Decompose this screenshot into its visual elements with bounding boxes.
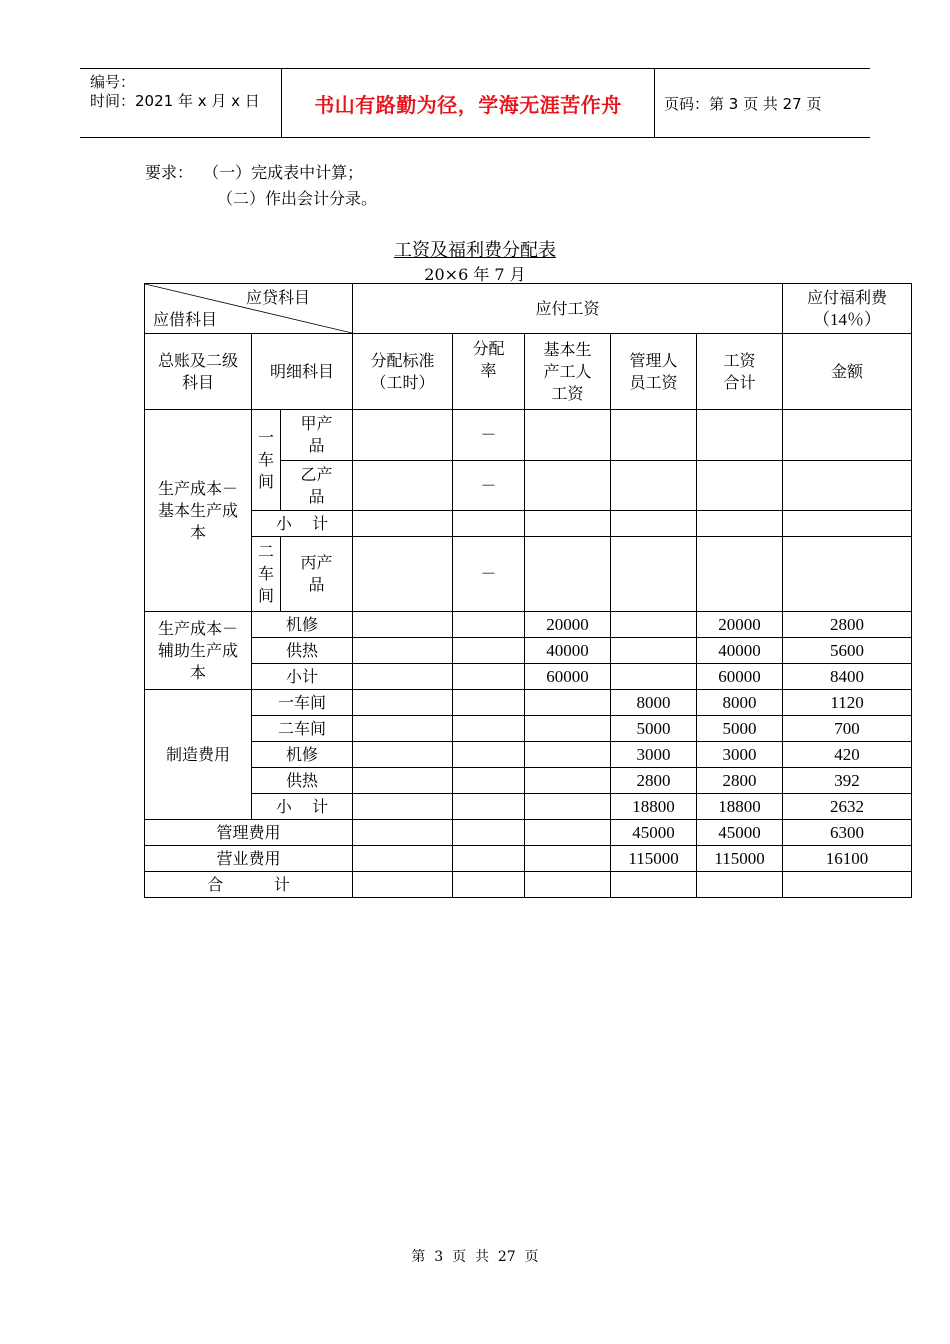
aux-row-amount: 5600 bbox=[783, 638, 912, 664]
col-total-header: 工资合计 bbox=[697, 334, 783, 410]
admin-amount: 6300 bbox=[783, 820, 912, 846]
product-b-mgmt bbox=[611, 461, 697, 511]
mfg-row-rate bbox=[453, 794, 525, 820]
welfare-header bbox=[783, 284, 912, 334]
aux-row-rate bbox=[453, 638, 525, 664]
product-c-std bbox=[353, 537, 453, 612]
mfg-row-mgmt: 8000 bbox=[611, 690, 697, 716]
mfg-row-total: 8000 bbox=[697, 690, 783, 716]
mfg-row-rate bbox=[453, 768, 525, 794]
aux-row-basic: 60000 bbox=[525, 664, 611, 690]
mfg-row-std bbox=[353, 768, 453, 794]
mfg-row-total: 5000 bbox=[697, 716, 783, 742]
product-b-amount bbox=[783, 461, 912, 511]
welfare-label: 应付福利费 bbox=[807, 287, 888, 307]
aux-row-total: 20000 bbox=[697, 612, 783, 638]
mfg-row-mgmt: 2800 bbox=[611, 768, 697, 794]
product-b-basic bbox=[525, 461, 611, 511]
basic-subtotal-rate bbox=[453, 511, 525, 537]
product-b-std bbox=[353, 461, 453, 511]
product-c-label: 丙产品 bbox=[281, 537, 353, 612]
aux-row-rate bbox=[453, 664, 525, 690]
aux-row-mgmt bbox=[611, 638, 697, 664]
col-rate-header: 分配率 bbox=[453, 334, 525, 410]
admin-mgmt: 45000 bbox=[611, 820, 697, 846]
sales-expense-name: 营业费用 bbox=[145, 846, 353, 872]
admin-std bbox=[353, 820, 453, 846]
aux-row-basic: 20000 bbox=[525, 612, 611, 638]
mfg-row-name: 二车间 bbox=[252, 716, 353, 742]
page-footer: 第 3 页 共 27 页 bbox=[411, 1249, 539, 1265]
admin-rate bbox=[453, 820, 525, 846]
grand-basic bbox=[525, 872, 611, 898]
aux-row-std bbox=[353, 664, 453, 690]
mfg-row-total: 2800 bbox=[697, 768, 783, 794]
aux-row-mgmt bbox=[611, 612, 697, 638]
aux-cost-account: 生产成本－辅助生产成本 bbox=[145, 612, 252, 690]
aux-row-std bbox=[353, 612, 453, 638]
product-c-rate: － bbox=[453, 537, 525, 612]
mfg-row-amount: 700 bbox=[783, 716, 912, 742]
sales-std bbox=[353, 846, 453, 872]
aux-row-rate bbox=[453, 612, 525, 638]
mfg-row-amount: 1120 bbox=[783, 690, 912, 716]
mfg-row-amount: 392 bbox=[783, 768, 912, 794]
mfg-row-mgmt: 18800 bbox=[611, 794, 697, 820]
col-std-header: 分配标准（工时） bbox=[353, 334, 453, 410]
aux-row-total: 40000 bbox=[697, 638, 783, 664]
sales-amount: 16100 bbox=[783, 846, 912, 872]
grand-total bbox=[697, 872, 783, 898]
mfg-row-name: 机修 bbox=[252, 742, 353, 768]
header-meta bbox=[80, 69, 282, 137]
basic-subtotal-std bbox=[353, 511, 453, 537]
product-b-label: 乙产品 bbox=[281, 461, 353, 511]
mfg-row-basic bbox=[525, 690, 611, 716]
mfg-row-amount: 2632 bbox=[783, 794, 912, 820]
mfg-row-basic bbox=[525, 768, 611, 794]
slogan: 书山有路勤为径，学海无涯苦作舟 bbox=[282, 69, 655, 137]
mfg-row-name: 一车间 bbox=[252, 690, 353, 716]
aux-row-name: 机修 bbox=[252, 612, 353, 638]
number-label: 编号： bbox=[90, 73, 136, 91]
aux-row-total: 60000 bbox=[697, 664, 783, 690]
product-c-total bbox=[697, 537, 783, 612]
aux-row-name: 供热 bbox=[252, 638, 353, 664]
product-a-label: 甲产品 bbox=[281, 410, 353, 461]
grand-std bbox=[353, 872, 453, 898]
mfg-row-total: 18800 bbox=[697, 794, 783, 820]
grand-mgmt bbox=[611, 872, 697, 898]
sales-total: 115000 bbox=[697, 846, 783, 872]
mfg-row-std bbox=[353, 742, 453, 768]
requirements bbox=[145, 160, 377, 212]
admin-total: 45000 bbox=[697, 820, 783, 846]
grand-total-name: 合 计 bbox=[145, 872, 353, 898]
mfg-row-basic bbox=[525, 742, 611, 768]
sales-basic bbox=[525, 846, 611, 872]
basic-subtotal-label: 小 计 bbox=[252, 511, 353, 537]
page-info: 页码：第 3 页 共 27 页 bbox=[664, 94, 822, 113]
product-a-std bbox=[353, 410, 453, 461]
aux-row-amount: 2800 bbox=[783, 612, 912, 638]
mfg-row-mgmt: 3000 bbox=[611, 742, 697, 768]
basic-cost-account: 生产成本－基本生产成本 bbox=[145, 410, 252, 612]
product-c-amount bbox=[783, 537, 912, 612]
mfg-row-std bbox=[353, 794, 453, 820]
mfg-subtotal-name: 小 计 bbox=[252, 794, 353, 820]
product-a-basic bbox=[525, 410, 611, 461]
table-title: 工资及福利费分配表 bbox=[394, 240, 556, 261]
col-mgmt-header: 管理人员工资 bbox=[611, 334, 697, 410]
requirement-line-2: （二）作出会计分录。 bbox=[217, 189, 378, 208]
product-b-rate: － bbox=[453, 461, 525, 511]
mfg-row-total: 3000 bbox=[697, 742, 783, 768]
basic-subtotal-basic bbox=[525, 511, 611, 537]
product-a-amount bbox=[783, 410, 912, 461]
allocation-table bbox=[144, 283, 912, 898]
diagonal-header-cell bbox=[145, 284, 353, 334]
mfg-row-basic bbox=[525, 794, 611, 820]
sales-mgmt: 115000 bbox=[611, 846, 697, 872]
debit-account-label: 应借科目 bbox=[153, 310, 218, 329]
grand-amount bbox=[783, 872, 912, 898]
product-c-mgmt bbox=[611, 537, 697, 612]
mfg-row-basic bbox=[525, 716, 611, 742]
welfare-rate: （14％） bbox=[813, 309, 882, 329]
sales-rate bbox=[453, 846, 525, 872]
mfg-overhead-account: 制造费用 bbox=[145, 690, 252, 820]
time-label: 时间：2021 年 x 月 x 日 bbox=[90, 92, 260, 110]
aux-row-amount: 8400 bbox=[783, 664, 912, 690]
basic-subtotal-total bbox=[697, 511, 783, 537]
mfg-row-mgmt: 5000 bbox=[611, 716, 697, 742]
mfg-row-name: 供热 bbox=[252, 768, 353, 794]
table-date: 20×6 年 7 月 bbox=[424, 265, 526, 284]
mfg-row-rate bbox=[453, 716, 525, 742]
mfg-row-rate bbox=[453, 690, 525, 716]
aux-row-std bbox=[353, 638, 453, 664]
product-a-total bbox=[697, 410, 783, 461]
credit-account-label: 应贷科目 bbox=[246, 288, 311, 307]
mfg-row-rate bbox=[453, 742, 525, 768]
basic-subtotal-mgmt bbox=[611, 511, 697, 537]
table-title-wrap bbox=[0, 236, 950, 262]
page-header bbox=[80, 68, 870, 138]
product-a-rate: － bbox=[453, 410, 525, 461]
admin-expense-name: 管理费用 bbox=[145, 820, 353, 846]
aux-row-basic: 40000 bbox=[525, 638, 611, 664]
aux-row-name: 小计 bbox=[252, 664, 353, 690]
admin-basic bbox=[525, 820, 611, 846]
requirement-line-1: 要求： （一）完成表中计算； bbox=[145, 163, 364, 182]
product-a-mgmt bbox=[611, 410, 697, 461]
col-amount-header: 金额 bbox=[783, 334, 912, 410]
grand-rate bbox=[453, 872, 525, 898]
mfg-row-amount: 420 bbox=[783, 742, 912, 768]
basic-subtotal-amount bbox=[783, 511, 912, 537]
workshop-2-label: 二车间 bbox=[252, 537, 281, 612]
aux-row-mgmt bbox=[611, 664, 697, 690]
col-account-header: 总账及二级科目 bbox=[145, 334, 252, 410]
product-c-basic bbox=[525, 537, 611, 612]
product-b-total bbox=[697, 461, 783, 511]
payable-wage-header: 应付工资 bbox=[353, 284, 783, 334]
mfg-row-std bbox=[353, 690, 453, 716]
col-basic-header: 基本生产工人工资 bbox=[525, 334, 611, 410]
workshop-1-label: 一车间 bbox=[252, 410, 281, 511]
mfg-row-std bbox=[353, 716, 453, 742]
col-detail-header: 明细科目 bbox=[252, 334, 353, 410]
